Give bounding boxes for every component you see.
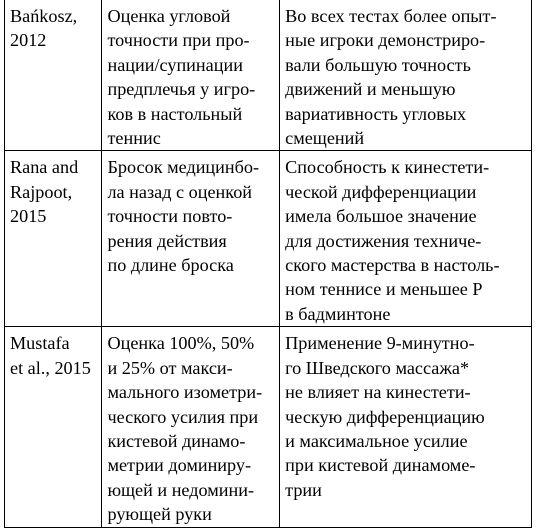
method-cell: Бросок медицинбо- ла назад с оценкой точности повто- рения действия по длине броска: [102, 151, 280, 327]
method-cell: Оценка 100%, 50% и 25% от макси- мального изометри- ческого усилия при кистевой динамо- метрии доминиру- ющей и недомини- рующей руки: [102, 327, 280, 527]
author-cell: Mustafa et al., 2015: [5, 327, 102, 527]
result-cell: Применение 9-минутно- го Шведского массажа* не влияет на кинестети- ческую дифференциацию и максимальное усилие при кистевой динамоме- трии: [280, 327, 532, 527]
result-cell: Во всех тестах более опыт- ные игроки демонстриро- вали большую точность движений и меньшую вариативность угловых смещений: [280, 0, 532, 151]
studies-table: [4, 0, 532, 528]
author-cell: Rana and Rajpoot, 2015: [5, 151, 102, 327]
author-cell: Bańkosz, 2012: [5, 0, 102, 151]
table-row: [5, 0, 532, 151]
table-row: [5, 151, 532, 327]
result-cell: Способность к кинестети- ческой дифференциации имела большое значение для достижения техниче- ского мастерства в настоль- ном теннисе и меньшее Р в бадминтоне: [280, 151, 532, 327]
method-cell: Оценка угловой точности при про- нации/супинации предплечья у игро- ков в настольный теннис: [102, 0, 280, 151]
